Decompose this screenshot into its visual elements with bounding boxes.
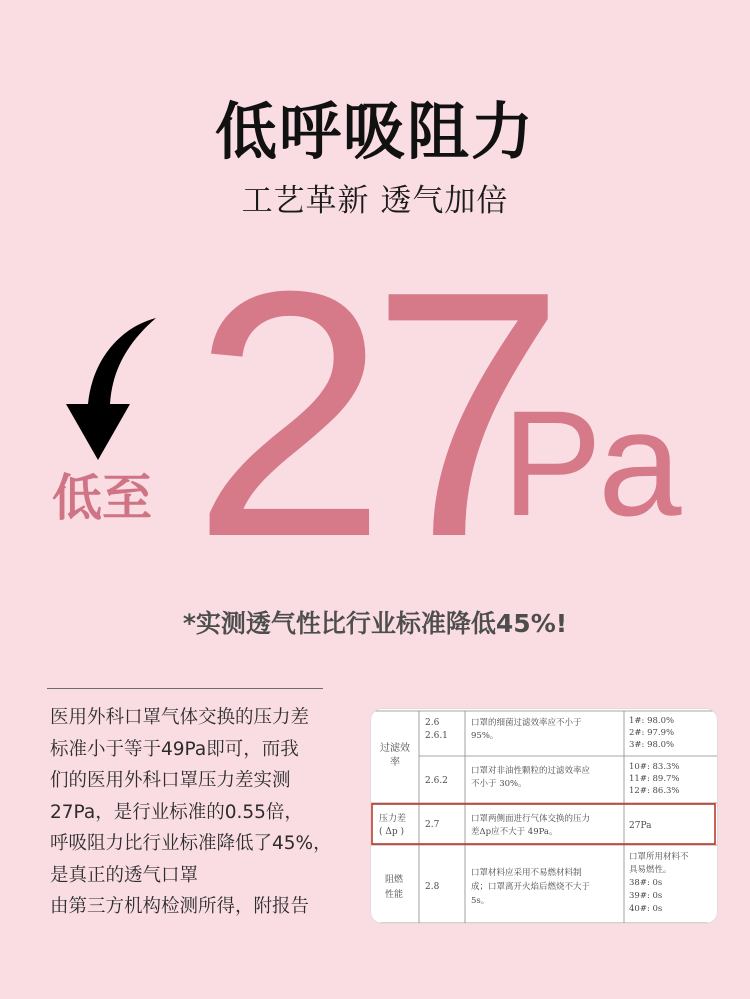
table-cell: 压力差 (379, 814, 407, 824)
hero-unit: Pa (502, 379, 678, 547)
hero-prefix: 低至 (52, 469, 152, 527)
description-line: 由第三方机构检测所得，附报告 (50, 896, 310, 917)
table-cell: 2#: 97.9% (629, 728, 675, 738)
description-line: 标准小于等于49Pa即可，而我 (50, 738, 299, 760)
table-cell: 具易燃性。 (629, 865, 672, 875)
table-cell: 12#: 86.3% (629, 786, 680, 796)
curved-arrow-down-icon (38, 312, 158, 462)
table-cell: 成；口罩离开火焰后燃烧不大于 (471, 882, 591, 892)
report-table (371, 709, 717, 923)
table-cell: 40#: 0s (629, 904, 663, 914)
table-cell: 2.6.1 (425, 731, 448, 741)
table-cell: 11#: 89.7% (629, 774, 680, 784)
footnote-claim: *实测透气性比行业标准降低45%! (182, 609, 568, 638)
table-cell: 过滤效 (380, 743, 410, 754)
table-cell: 阻燃 (385, 875, 404, 885)
table-cell: 率 (390, 757, 400, 768)
page-subtitle: 工艺革新 透气加倍 (241, 183, 509, 219)
table-cell: 39#: 0s (629, 891, 663, 901)
description-line: 呼吸阻力比行业标准降低了45%， (50, 833, 332, 854)
table-cell: 95%。 (471, 731, 499, 741)
table-cell: 口罩的细菌过滤效率应不小于 (471, 718, 582, 728)
test-report-excerpt (370, 708, 718, 924)
description-line: 们的医用外科口罩压力差实测 (50, 770, 291, 791)
table-cell: 27Pa (629, 821, 652, 831)
description (50, 702, 350, 923)
table-cell: ( Δp ) (379, 827, 405, 837)
hero-number: 27 (192, 219, 550, 610)
divider (47, 688, 323, 689)
table-cell: 10#: 83.3% (629, 762, 680, 772)
table-cell: 2.8 (425, 882, 440, 892)
description-line: 医用外科口罩气体交换的压力差 (50, 707, 310, 728)
description-line: 27Pa，是行业标准的0.55倍， (50, 801, 303, 823)
table-cell: 性能 (385, 890, 404, 900)
table-cell: 2.6.2 (425, 776, 448, 786)
table-cell: 5s。 (471, 896, 490, 906)
table-cell: 2.6 (425, 718, 440, 728)
description-line: 是真正的透气口罩 (50, 864, 199, 886)
page-title: 低呼吸阻力 (214, 95, 535, 168)
table-cell: 口罩材料应采用不易燃材料制 (471, 868, 582, 878)
table-cell: 38#: 0s (629, 878, 663, 888)
table-cell: 差Δp应不大于 49Pa。 (471, 827, 558, 837)
table-cell: 口罩所用材料不 (629, 852, 689, 862)
table-cell: 2.7 (425, 820, 440, 830)
highlight-row-border (372, 804, 715, 844)
table-cell: 口罩对非油性颗粒的过滤效率应 (471, 766, 591, 776)
table-cell: 不小于 30%。 (471, 779, 527, 789)
table-cell: 1#: 98.0% (629, 716, 675, 726)
table-cell: 口罩两侧面进行气体交换的压力 (471, 814, 591, 824)
table-cell: 3#: 98.0% (629, 740, 675, 750)
